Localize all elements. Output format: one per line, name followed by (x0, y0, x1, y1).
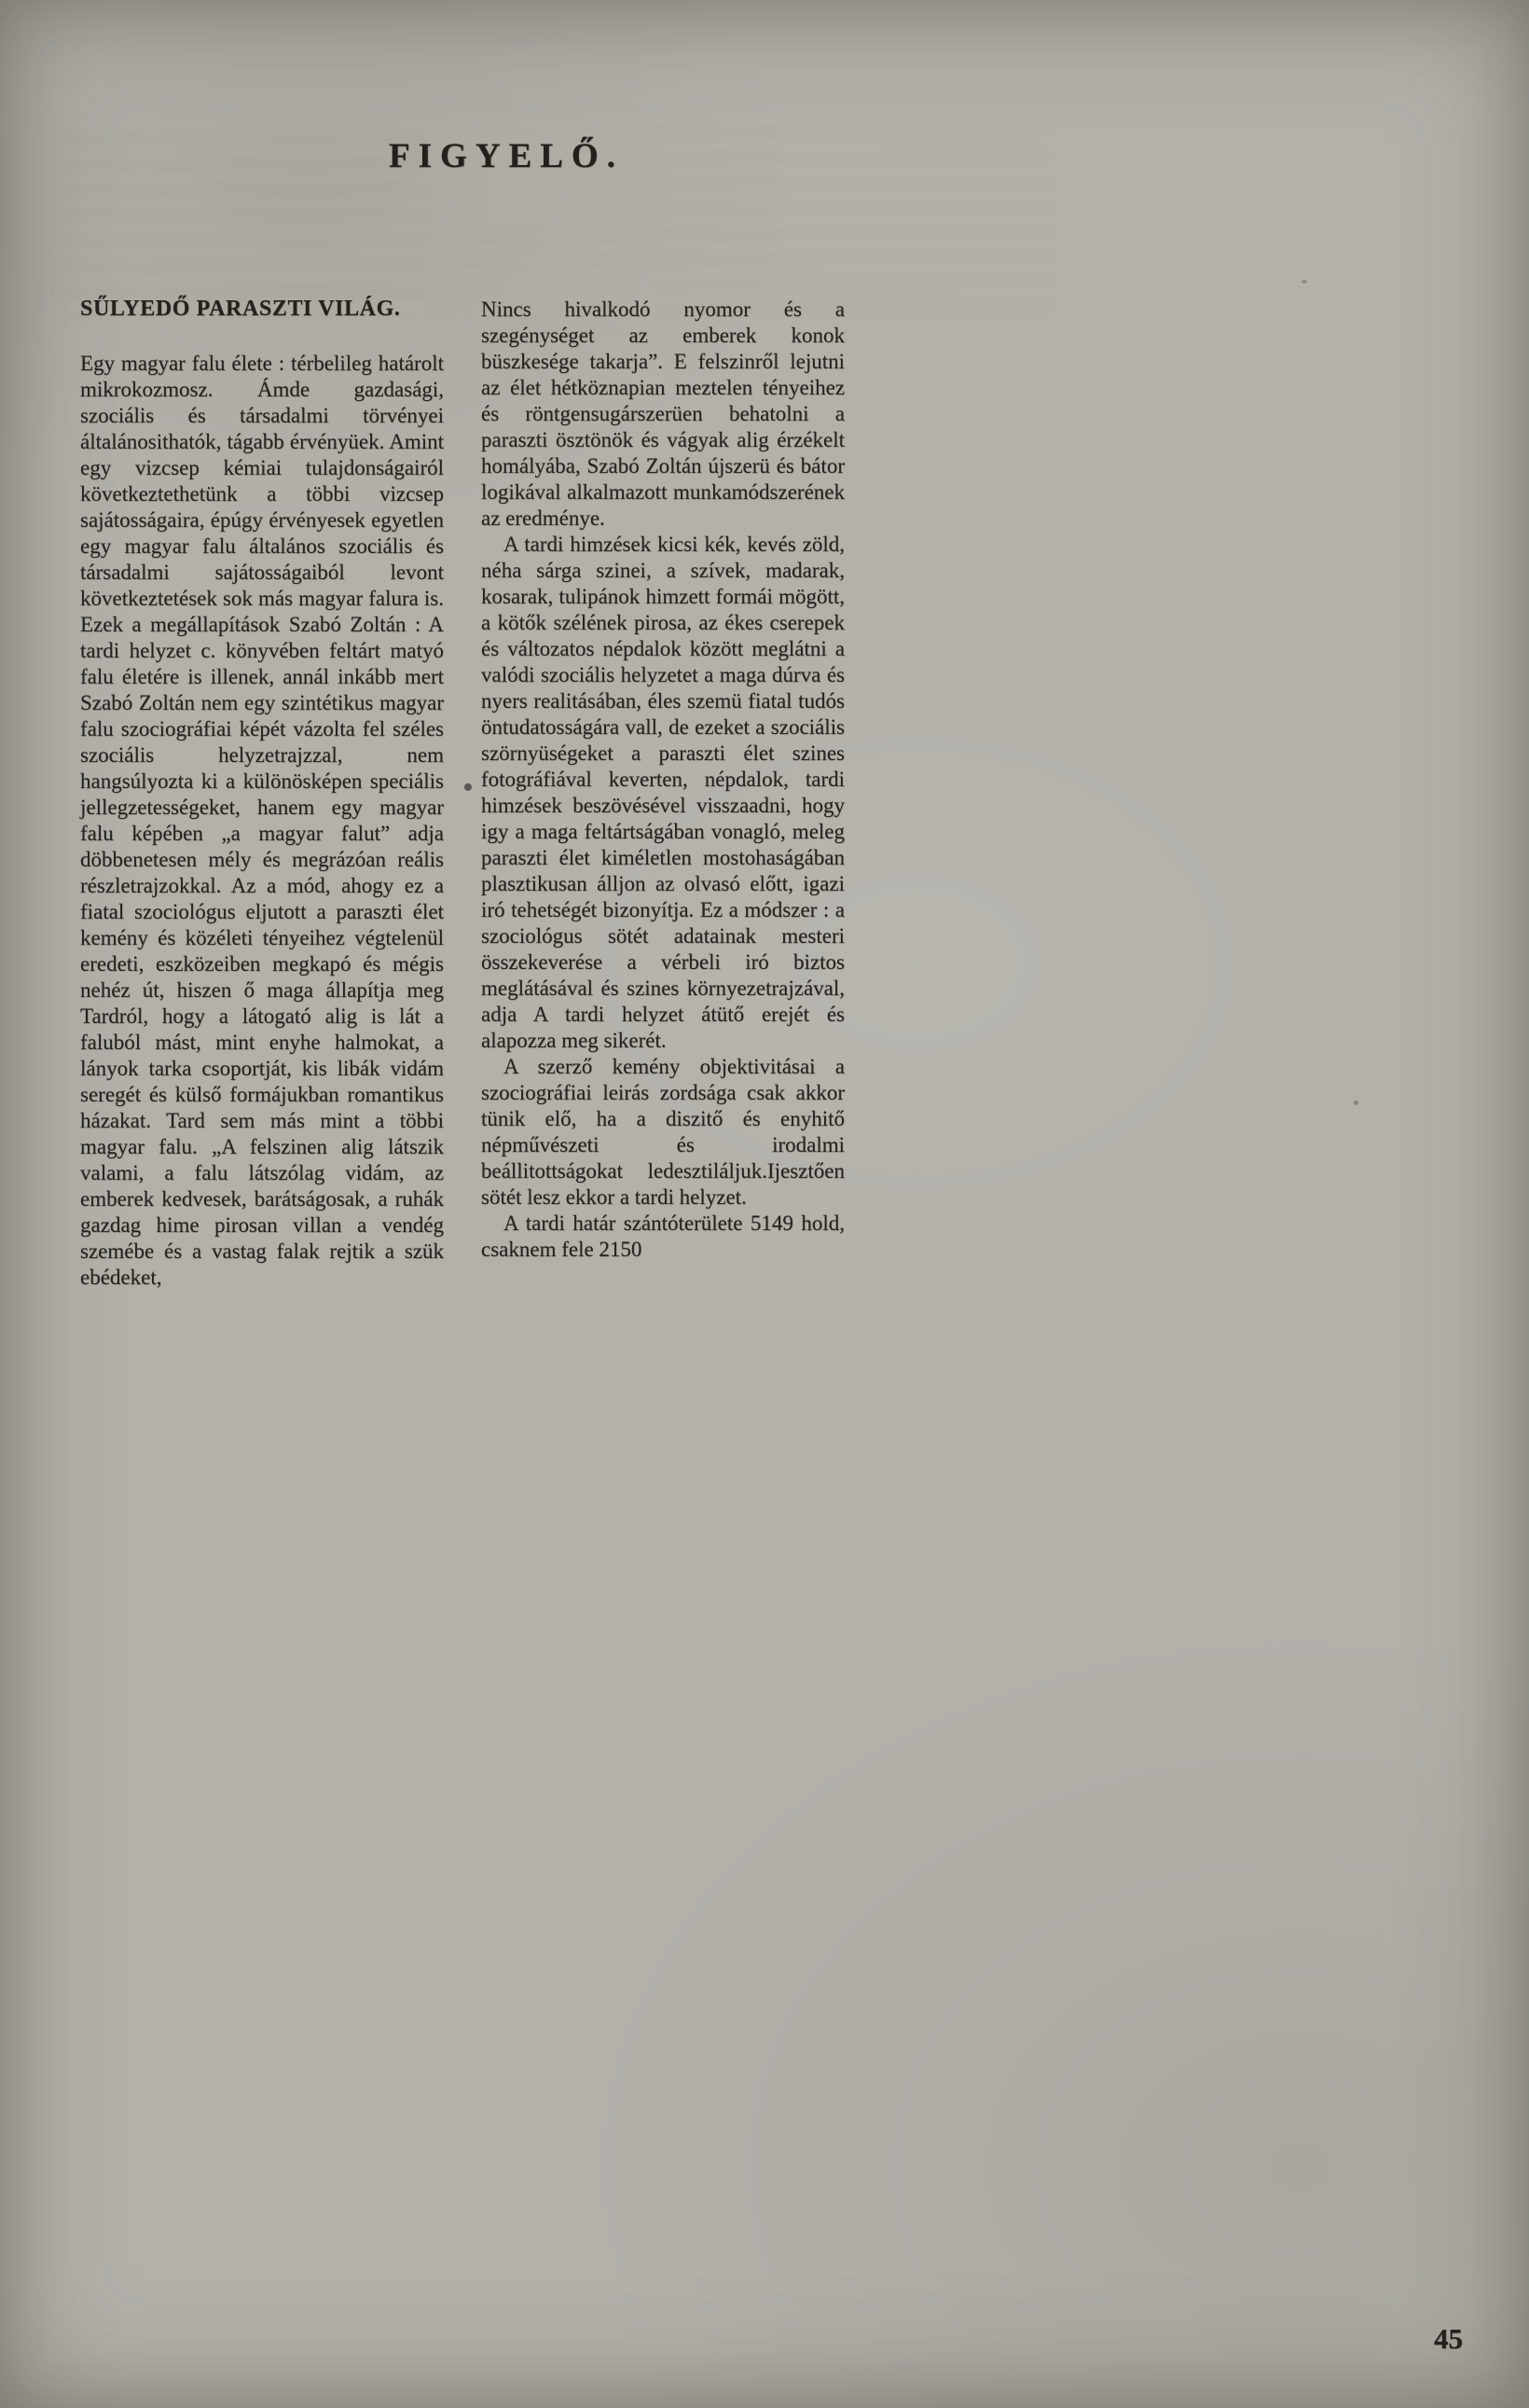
article-body (80, 297, 845, 1291)
article-paragraph: A tardi határ szántóterülete 5149 hold, csaknem fele 2150 (481, 1211, 845, 1261)
article-paragraph: Nincs hivalkodó nyomor és a szegénységet az emberek konok büszkesége takarja”. E felszinről lejutni az élet hétköznapian meztelen tényeihez és röntgensugárszerüen behatolni a paraszti ösztönök és vágyak alig érzékelt homályába, Szabó Zoltán újszerü és bátor logikával alkalmazott munkamódszerének az eredménye. (481, 298, 845, 530)
article-paragraph: A szerző kemény objektivitásai a szociográfiai leirás zordsága csak akkor tünik elő, ha a diszitő és enyhitő népművészeti és irodalmi beállitottságokat ledesztiláljuk.Ijesztően sötét lesz ekkor a tardi helyzet. (481, 1055, 845, 1209)
article-paragraph: Egy magyar falu élete : térbelileg határolt mikrokozmosz. Ámde gazdasági, szociális és társadalmi törvényei általánosithatók, tágabb érvényüek. Amint egy vizcsep kémiai tulajdonságairól következtethetünk a többi vizcsep sajátosságaira, épúgy érvényesek egyetlen egy magyar falu általános szociális és társadalmi sajátosságaiból levont következtetések sok más magyar falura is. Ezek a megállapítások Szabó Zoltán : A tardi helyzet c. könyvében feltárt matyó falu életére is illenek, annál inkább mert Szabó Zoltán nem egy szintétikus magyar falu szociográfiai képét vázolta fel széles szociális helyzetrajzzal, nem hangsúlyozta ki a különösképen speciális jellegzetességeket, hanem egy magyar falu képében „a magyar falut” adja döbbenetesen mély és megrázóan reális részletrajzokkal. Az a mód, ahogy ez a fiatal szociológus eljutott a paraszti élet kemény és közéleti tényeihez végtelenül eredeti, eszközeiben megkapó és mégis nehéz út, hiszen ő maga állapítja meg Tardról, hogy a látogató alig is lát a faluból mást, mint enyhe halmokat, a lányok tarka csoportját, kis libák vidám seregét és külső formájukban romantikus házakat. Tard sem más mint a többi magyar falu. „A felszinen alig látszik valami, a falu látszólag vidám, az emberek kedvesek, barátságosak, a ruhák gazdag hime pirosan villan a vendég szemébe és a vastag falak rejtik a szük ebédeket, (80, 352, 444, 1289)
article-paragraph: A tardi himzések kicsi kék, kevés zöld, néha sárga szinei, a szívek, madarak, kosarak, tulipánok himzett formái mögött, a kötők szélének pirosa, az ékes cserepek és változatos népdalok között meglátni a valódi szociális helyzetet a maga dúrva és nyers realitásában, éles szemü fiatal tudós öntudatosságára vall, de ezeket a szociális szörnyüségeket a paraszti élet szines fotográfiával keverten, népdalok, tardi himzések beszövésével visszaadni, hogy igy a maga feltártságában vonagló, meleg paraszti élet kiméletlen mostohaságában plasztikusan álljon az olvasó előtt, igazi iró tehetségét bizonyítja. Ez a módszer : a szociológus sötét adatainak mesteri összekeverése a vérbeli iró biztos meglátásával és szines környezetrajzával, adja A tardi helyzet átütő erejét és alapozza meg sikerét. (481, 533, 845, 1052)
left-column (80, 297, 444, 1291)
right-column (481, 297, 845, 1291)
ink-speckle-artifact (1302, 280, 1307, 284)
page-title: FIGYELŐ. (389, 137, 624, 175)
ink-speckle-artifact (1354, 1100, 1358, 1105)
article-heading: SŰLYEDŐ PARASZTI VILÁG. (80, 297, 401, 321)
page-number: 45 (1434, 2322, 1463, 2355)
